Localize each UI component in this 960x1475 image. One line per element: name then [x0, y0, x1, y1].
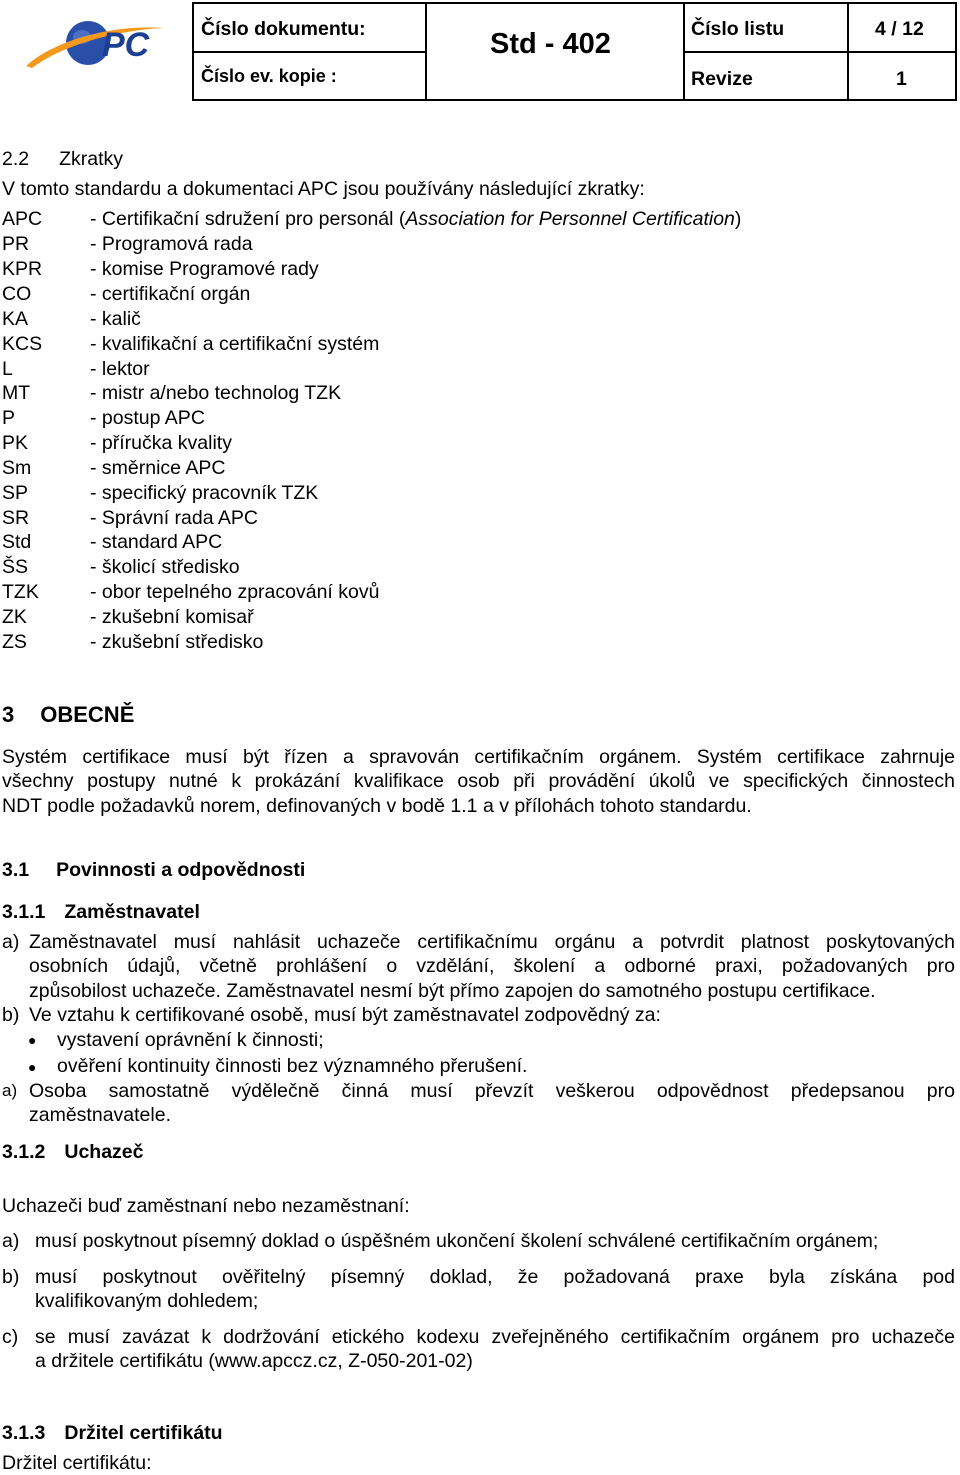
abbr-term: APC	[2, 208, 43, 230]
abbr-definition: - zkušební komisař	[90, 606, 254, 628]
section-number: 2.2	[2, 148, 30, 170]
bullet-icon: ●	[28, 1059, 37, 1075]
abbr-definition: - směrnice APC	[90, 457, 226, 479]
abbr-term: PK	[2, 432, 29, 454]
list-marker: a)	[2, 1081, 18, 1100]
abbr-term: Std	[2, 531, 32, 553]
list-item-line: a držitele certifikátu (www.apccz.cz, Z-050-201-02)	[35, 1350, 473, 1372]
subsection-title: Zaměstnavatel	[64, 901, 200, 923]
list-item-line: osobních údajů, včetně prohlášení o vzdělání, školení a odborné praxi, požadovaných pro	[29, 955, 955, 977]
subsection-number: 3.1.1	[2, 901, 46, 923]
list-item-line: se musí zavázat k dodržování etického kodexu zveřejněného certifikačním orgánem pro uchazeče	[35, 1326, 955, 1348]
paragraph-line: Uchazeči buď zaměstnaní nebo nezaměstnaní:	[2, 1195, 410, 1217]
abbreviations-intro: V tomto standardu a dokumentaci APC jsou používány následující zkratky:	[2, 178, 645, 200]
chapter-title: OBECNĚ	[40, 702, 135, 727]
abbr-definition: - příručka kvality	[90, 432, 232, 454]
list-item-line: způsobilost uchazeče. Zaměstnavatel nesmí být přímo zapojen do samotného postupu certifikace.	[29, 980, 876, 1002]
list-item-line: kvalifikovaným dohledem;	[35, 1290, 259, 1312]
paragraph-line: Systém certifikace musí být řízen a spravován certifikačním orgánem. Systém certifikace zahrnuje	[2, 746, 955, 768]
sheet-value: 4 / 12	[875, 18, 924, 40]
bullet-icon: ●	[28, 1032, 37, 1048]
abbr-term: SR	[2, 507, 30, 529]
abbr-term: MT	[2, 382, 31, 404]
section-heading	[2, 148, 123, 171]
list-marker: a)	[2, 931, 20, 953]
abbr-term: TZK	[2, 581, 39, 603]
paragraph-line: NDT podle požadavků norem, definovaných v bodě 1.1 a v přílohách tohoto standardu.	[2, 795, 752, 817]
abbr-term: ŠS	[2, 556, 29, 578]
abbr-term: KA	[2, 308, 29, 330]
abbr-term: PR	[2, 233, 30, 255]
sheet-label: Číslo listu	[691, 18, 785, 40]
abbr-term: KCS	[2, 333, 43, 355]
section-title: Povinnosti a odpovědnosti	[56, 859, 306, 881]
list-marker: b)	[2, 1266, 20, 1288]
section-number: 3.1	[2, 859, 30, 881]
abbr-term: KPR	[2, 258, 43, 280]
list-item-line: zaměstnavatele.	[29, 1104, 171, 1126]
bullet-item: vystavení oprávnění k činnosti;	[57, 1029, 324, 1051]
abbr-definition: - Certifikační sdružení pro personál (Association for Personnel Certification)	[90, 208, 742, 230]
apc-logo	[24, 10, 170, 72]
chapter-number: 3	[2, 702, 15, 727]
abbr-term: CO	[2, 283, 32, 305]
subsection-heading	[2, 1422, 223, 1445]
list-item-line: Ve vztahu k certifikované osobě, musí být zaměstnavatel zodpovědný za:	[29, 1004, 661, 1026]
copy-number-label: Číslo ev. kopie :	[201, 66, 337, 86]
abbr-term: L	[2, 358, 13, 380]
subsection-number: 3.1.2	[2, 1141, 46, 1163]
abbr-definition: - certifikační orgán	[90, 283, 251, 305]
subsection-title: Uchazeč	[64, 1141, 144, 1163]
subsection-heading	[2, 901, 200, 924]
list-item-line: musí poskytnout ověřitelný písemný doklad, že požadovaná praxe byla získána pod	[35, 1266, 955, 1288]
abbr-definition: - školicí středisko	[90, 556, 240, 578]
abbr-definition: - Správní rada APC	[90, 507, 258, 529]
abbr-definition: - specifický pracovník TZK	[90, 482, 319, 504]
abbr-term: P	[2, 407, 16, 429]
doc-number-label: Číslo dokumentu:	[201, 18, 366, 40]
subsection-number: 3.1.3	[2, 1422, 46, 1444]
list-item-line: Zaměstnavatel musí nahlásit uchazeče certifikačnímu orgánu a potvrdit platnost poskytovaných	[29, 931, 955, 953]
abbr-definition: - Programová rada	[90, 233, 253, 255]
abbr-term: ZS	[2, 631, 27, 653]
abbr-definition: - zkušební středisko	[90, 631, 264, 653]
list-marker: b)	[2, 1004, 20, 1026]
list-marker: a)	[2, 1230, 20, 1252]
subsection-heading	[2, 1141, 144, 1164]
abbr-definition: - lektor	[90, 358, 150, 380]
chapter-heading	[2, 702, 134, 728]
header-table	[192, 2, 957, 101]
abbr-term: Sm	[2, 457, 32, 479]
section-3-1-heading	[2, 859, 305, 882]
abbr-definition: - komise Programové rady	[90, 258, 319, 280]
revision-value: 1	[896, 68, 907, 90]
list-item-line: musí poskytnout písemný doklad o úspěšném ukončení školení schválené certifikačním orgánem;	[35, 1230, 879, 1252]
abbr-definition: - obor tepelného zpracování kovů	[90, 581, 380, 603]
list-item-line: Osoba samostatně výdělečně činná musí převzít veškerou odpovědnost předepsanou pro	[29, 1080, 955, 1102]
subsection-title: Držitel certifikátu	[64, 1422, 223, 1444]
abbr-definition: - standard APC	[90, 531, 223, 553]
list-marker: c)	[2, 1326, 19, 1348]
bullet-item: ověření kontinuity činnosti bez významného přerušení.	[57, 1055, 528, 1077]
abbr-term: SP	[2, 482, 29, 504]
paragraph-line: všechny postupy nutné k prokázání kvalifikace osob při provádění úkolů ve specifických činnostech	[2, 770, 955, 792]
svg-text:PC: PC	[102, 26, 150, 64]
doc-number: Std - 402	[490, 28, 611, 60]
abbr-definition: - postup APC	[90, 407, 205, 429]
abbr-definition: - mistr a/nebo technolog TZK	[90, 382, 342, 404]
abbr-definition: - kalič	[90, 308, 141, 330]
paragraph-line: Držitel certifikátu:	[2, 1452, 152, 1474]
abbr-term: ZK	[2, 606, 27, 628]
section-title: Zkratky	[59, 148, 124, 170]
abbr-definition: - kvalifikační a certifikační systém	[90, 333, 380, 355]
revision-label: Revize	[691, 68, 753, 90]
apc-logo-graphic	[24, 10, 170, 72]
